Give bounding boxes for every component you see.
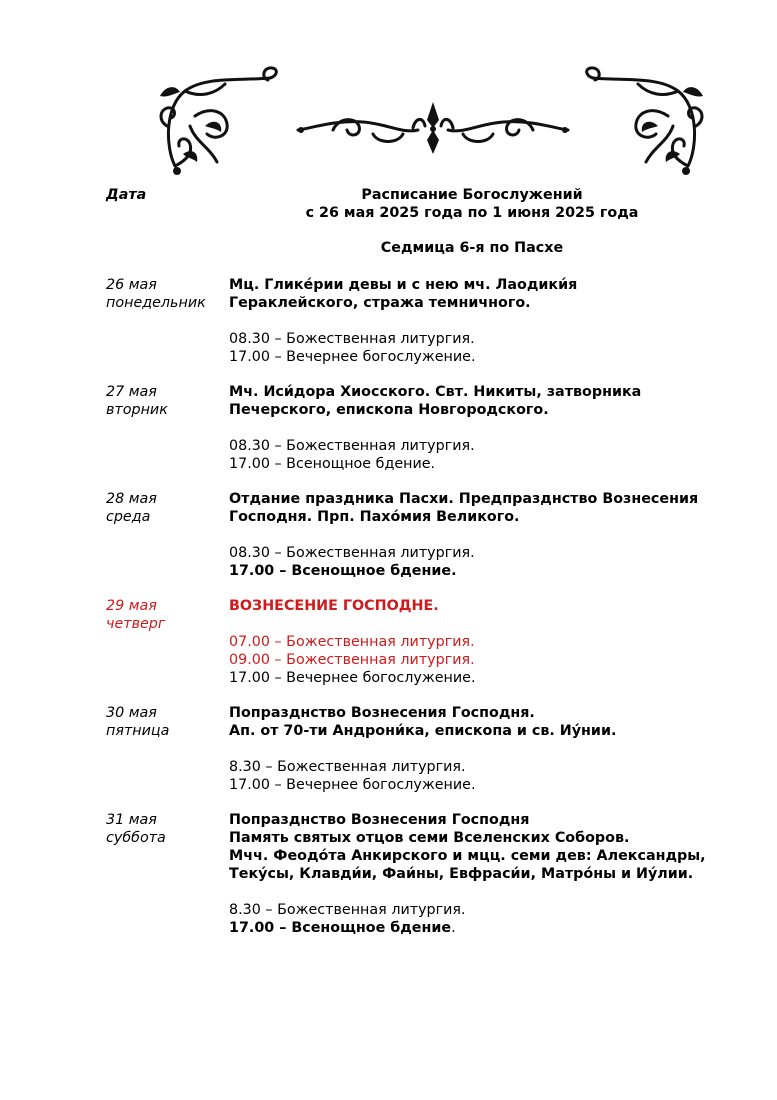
feast-line: Ап. от 70-ти Андрони́ка, епископа и св. Иу́нии.	[229, 723, 617, 739]
feast-line: Господня. Прп. Пахо́мия Великого.	[229, 509, 520, 525]
service-line: 07.00 – Божественная литургия.	[229, 634, 475, 650]
service-text: 17.00 – Всенощное бдение	[229, 920, 452, 936]
feast-line: Мчч. Феодо́та Анкирского и мцц. семи дев: Александры,	[229, 848, 706, 864]
service-line: 08.30 – Божественная литургия.	[229, 438, 475, 454]
day-date: 31 мая	[106, 812, 157, 828]
feast-line: ВОЗНЕСЕНИЕ ГОСПОДНЕ.	[229, 598, 439, 614]
service-punct: .	[451, 920, 456, 936]
day-date: 28 мая	[106, 491, 157, 507]
feast-line: Теку́сы, Клавди́и, Фаи́ны, Евфраси́и, Матро́ны и Иу́лии.	[229, 866, 694, 882]
week-title: Седмица 6-я по Пасхе	[380, 240, 564, 256]
feast-line: Мч. Иси́дора Хиосского. Свт. Никиты, затворника	[229, 384, 642, 400]
day-weekday: суббота	[106, 830, 166, 846]
feast-line: Память святых отцов семи Вселенских Соборов.	[229, 830, 630, 846]
day-date: 27 мая	[106, 384, 157, 400]
service-line: 17.00 – Вечернее богослужение.	[229, 777, 476, 793]
service-line: 8.30 – Божественная литургия.	[229, 902, 466, 918]
day-weekday: вторник	[106, 402, 168, 418]
feast-line: Мц. Глике́рии девы и с нею мч. Лаодики́я	[229, 277, 578, 293]
schedule-title: Расписание Богослужений	[361, 187, 583, 203]
service-line: 08.30 – Божественная литургия.	[229, 331, 475, 347]
feast-line: Гераклейского, стража темничного.	[229, 295, 531, 311]
day-weekday: четверг	[106, 616, 166, 632]
day-date: 30 мая	[106, 705, 157, 721]
service-line: 17.00 – Вечернее богослужение.	[229, 670, 476, 686]
feast-line: Попразднство Вознесения Господня.	[229, 705, 535, 721]
service-line: 8.30 – Божественная литургия.	[229, 759, 466, 775]
service-line	[229, 919, 456, 937]
day-date: 29 мая	[106, 598, 157, 614]
service-line: 08.30 – Божественная литургия.	[229, 545, 475, 561]
feast-line: Печерского, епископа Новгородского.	[229, 402, 549, 418]
feast-line: Отдание праздника Пасхи. Предпразднство Вознесения	[229, 491, 699, 507]
feast-line: Попразднство Вознесения Господня	[229, 812, 530, 828]
day-weekday: среда	[106, 509, 151, 525]
service-line: 17.00 – Всенощное бдение.	[229, 456, 436, 472]
service-line: 17.00 – Всенощное бдение.	[229, 563, 457, 579]
date-column-header: Дата	[106, 187, 147, 203]
service-line: 09.00 – Божественная литургия.	[229, 652, 475, 668]
schedule-period: с 26 мая 2025 года по 1 июня 2025 года	[305, 205, 639, 221]
day-weekday: понедельник	[106, 295, 206, 311]
day-date: 26 мая	[106, 277, 157, 293]
day-weekday: пятница	[106, 723, 170, 739]
service-line: 17.00 – Вечернее богослужение.	[229, 349, 476, 365]
